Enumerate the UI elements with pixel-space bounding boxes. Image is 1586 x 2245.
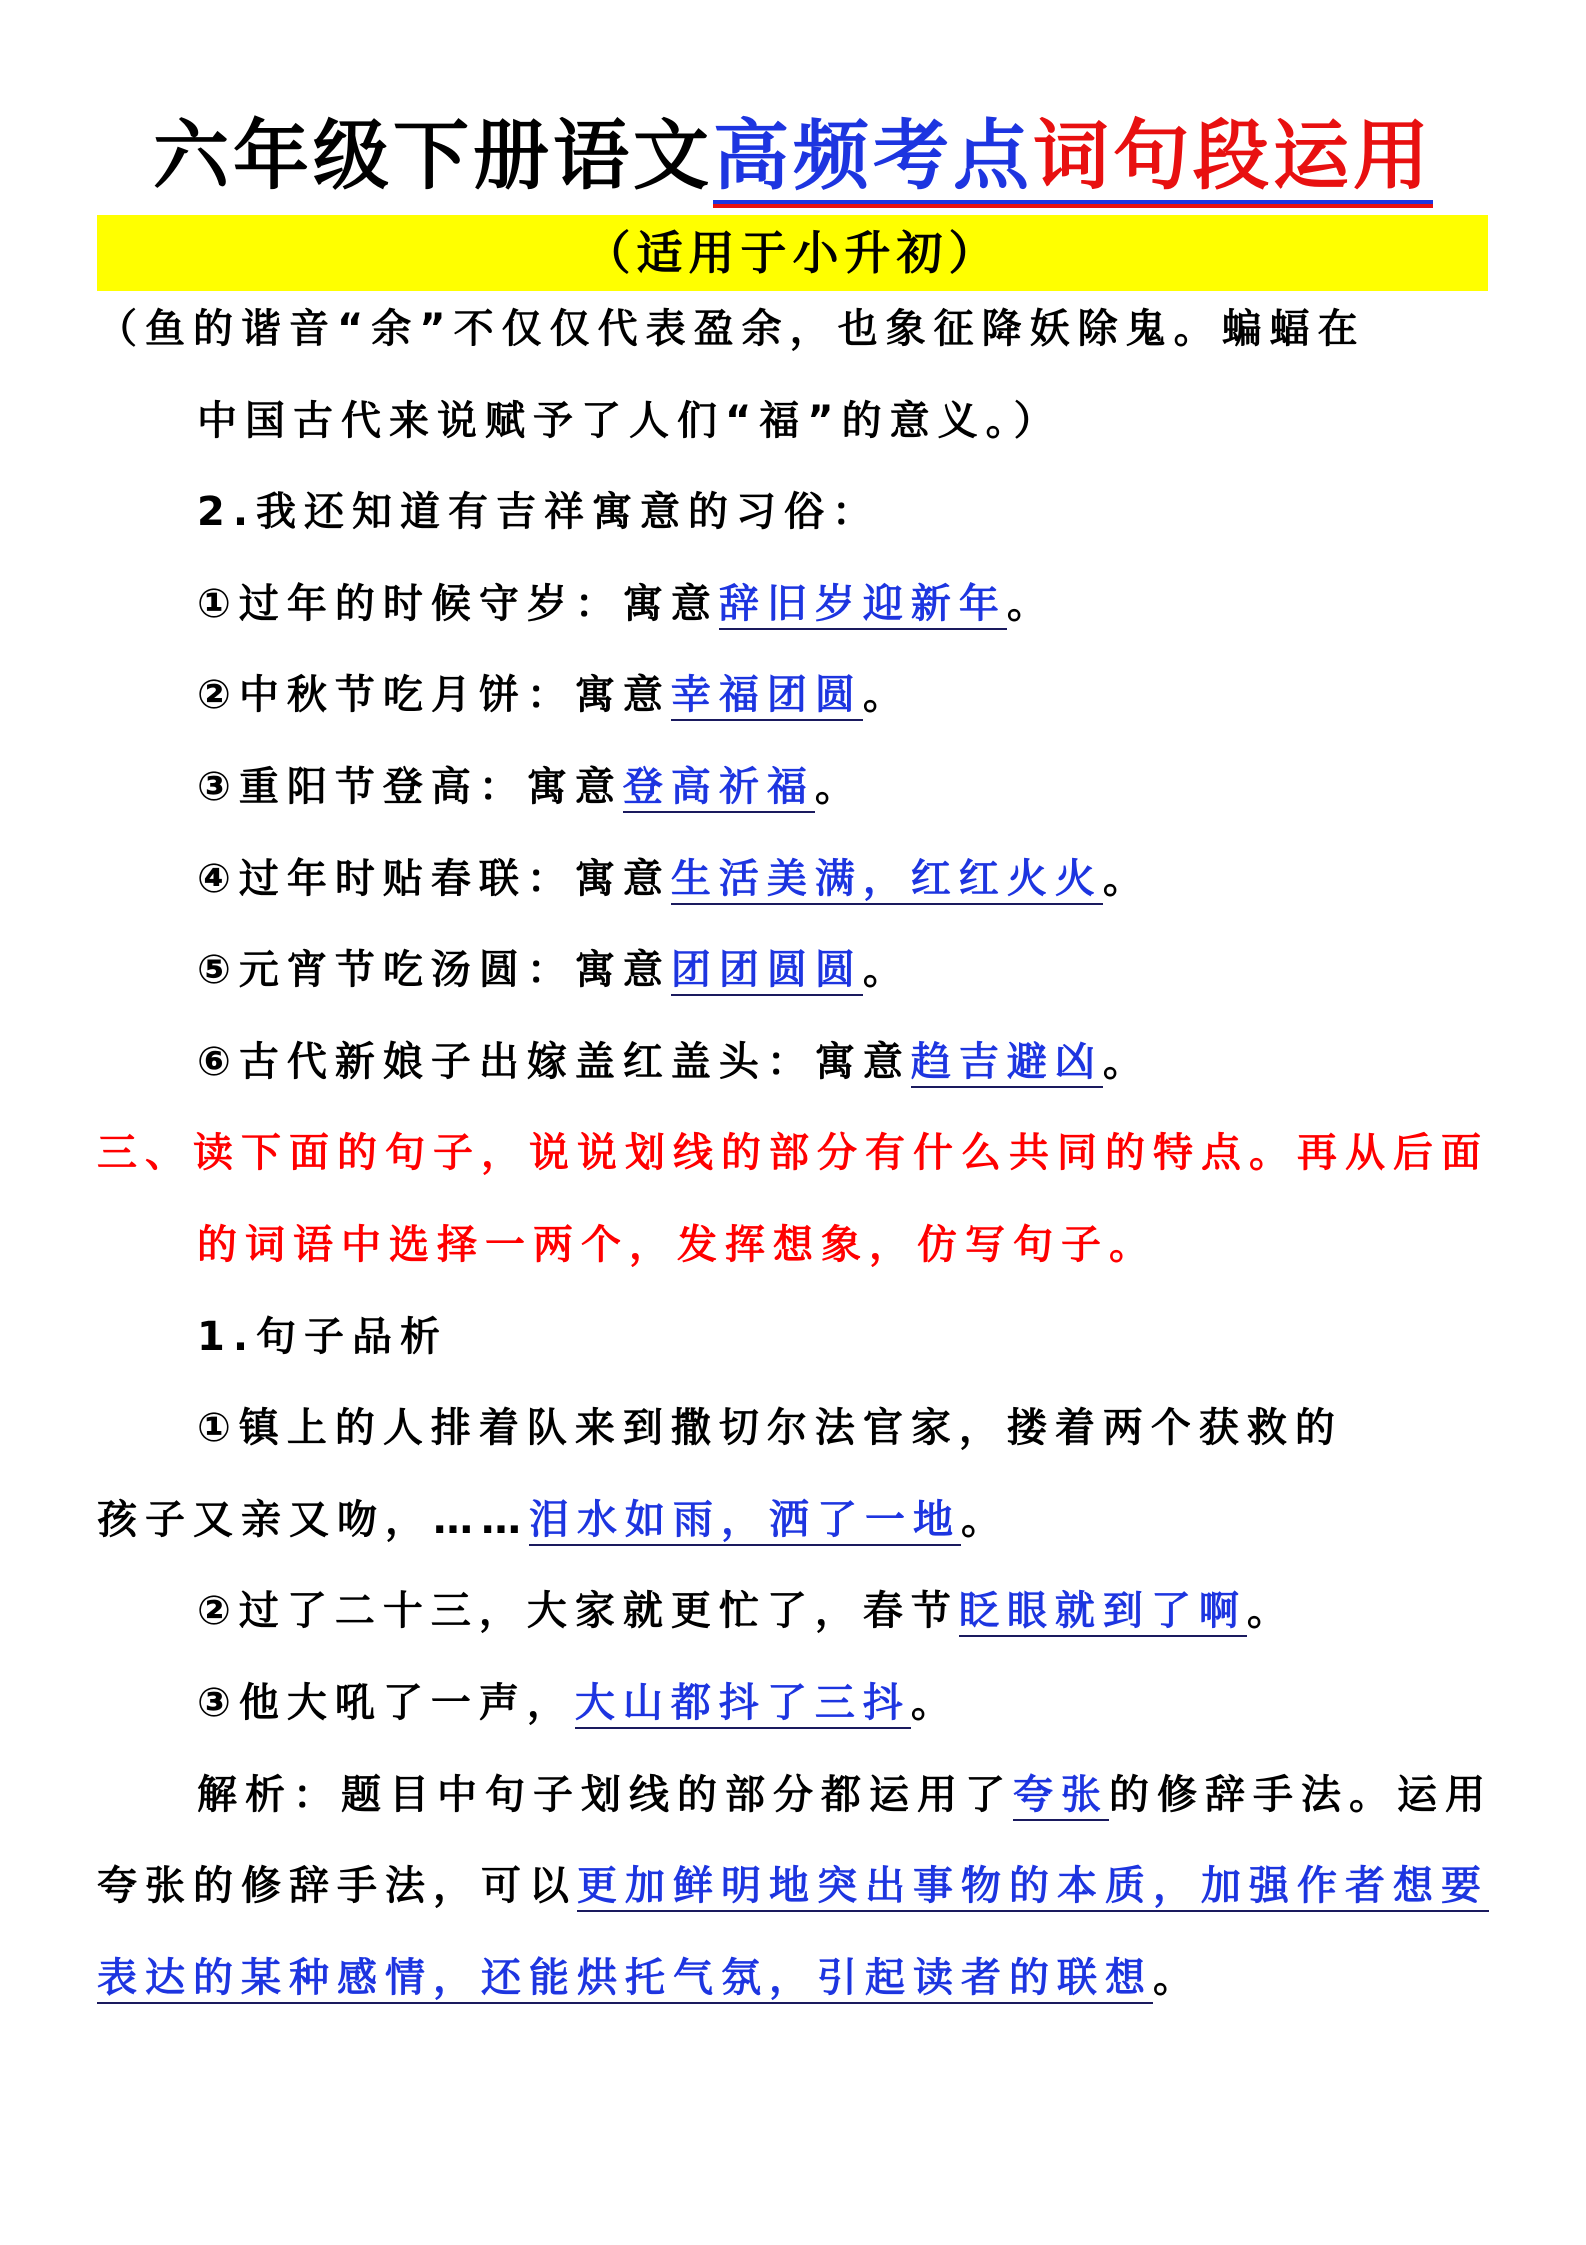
custom-answer: 幸福团圆 [671, 672, 863, 721]
section3-heading-line-2: 的词语中选择一两个，发挥想象，仿写句子。 [197, 1222, 1157, 1268]
subtitle: （适用于小升初） [584, 226, 1001, 280]
analysis-answer: 更加鲜明地突出事物的本质，加强作者想要 [577, 1863, 1489, 1912]
page-title [0, 108, 1586, 204]
custom-answer: 生活美满，红红火火 [671, 856, 1103, 905]
custom-end: 。 [862, 947, 911, 993]
custom-prefix: ②中秋节吃月饼：寓意 [197, 672, 671, 718]
sentence-end: 。 [961, 1497, 1009, 1543]
section3-subheading: 1.句子品析 [197, 1314, 449, 1360]
analysis-text: 解析：题目中句子划线的部分都运用了 [197, 1772, 1013, 1818]
sentence-answer: 眨眼就到了啊 [959, 1588, 1247, 1637]
custom-prefix: ⑥古代新娘子出嫁盖红盖头：寓意 [197, 1039, 911, 1085]
analysis-answer: 夸张 [1013, 1772, 1109, 1821]
custom-answer: 辞旧岁迎新年 [719, 581, 1007, 630]
custom-end: 。 [1102, 856, 1151, 902]
sentence-end: 。 [910, 1680, 959, 1726]
sentence-end: 。 [1246, 1588, 1295, 1634]
analysis-line-3 [97, 1950, 1201, 2006]
sentence-answer: 大山都抖了三抖 [575, 1680, 911, 1729]
custom-item [197, 759, 863, 815]
custom-end: 。 [1006, 581, 1055, 627]
custom-end: 。 [814, 764, 863, 810]
sentence-prefix: 孩子又亲又吻，…… [97, 1497, 529, 1543]
sentence-prefix: ②过了二十三，大家就更忙了，春节 [197, 1588, 959, 1634]
section3-heading-line-1: 三、读下面的句子，说说划线的部分有什么共同的特点。再从后面 [97, 1130, 1489, 1176]
custom-item [197, 942, 911, 998]
analysis-line-2 [97, 1858, 1489, 1914]
custom-prefix: ⑤元宵节吃汤圆：寓意 [197, 947, 671, 993]
analysis-line-1 [197, 1767, 1493, 1823]
title-blue: 高频考点 [713, 111, 1033, 200]
sentence-3 [197, 1675, 959, 1731]
analysis-text: 的修辞手法。运用 [1109, 1772, 1493, 1818]
analysis-end: 。 [1153, 1955, 1201, 2001]
sentence-prefix: ③他大吼了一声， [197, 1680, 575, 1726]
custom-item [197, 851, 1151, 907]
sentence-1-line-2 [97, 1492, 1009, 1548]
custom-item [197, 667, 911, 723]
intro-line-1: （鱼的谐音“余”不仅仅代表盈余，也象征降妖除鬼。蝙蝠在 [97, 306, 1366, 352]
analysis-answer: 表达的某种感情，还能烘托气氛，引起读者的联想 [97, 1955, 1153, 2004]
custom-prefix: ③重阳节登高：寓意 [197, 764, 623, 810]
custom-item [197, 576, 1055, 632]
custom-item [197, 1034, 1151, 1090]
custom-end: 。 [1102, 1039, 1151, 1085]
intro-line-3: 2.我还知道有吉祥寓意的习俗： [197, 489, 881, 535]
custom-answer: 团团圆圆 [671, 947, 863, 996]
title-black: 六年级下册语文 [153, 111, 713, 200]
intro-line-2: 中国古代来说赋予了人们“福”的意义。） [197, 398, 1062, 444]
custom-prefix: ①过年的时候守岁：寓意 [197, 581, 719, 627]
sentence-1-line-1: ①镇上的人排着队来到撒切尔法官家，搂着两个获救的 [197, 1405, 1343, 1451]
title-red: 词句段运用 [1033, 111, 1433, 200]
custom-end: 。 [862, 672, 911, 718]
custom-answer: 趋吉避凶 [911, 1039, 1103, 1088]
analysis-text: 夸张的修辞手法，可以 [97, 1863, 577, 1909]
sentence-2 [197, 1583, 1295, 1639]
custom-answer: 登高祈福 [623, 764, 815, 813]
custom-prefix: ④过年时贴春联：寓意 [197, 856, 671, 902]
sentence-answer: 泪水如雨，洒了一地 [529, 1497, 961, 1546]
subtitle-band [97, 215, 1488, 291]
